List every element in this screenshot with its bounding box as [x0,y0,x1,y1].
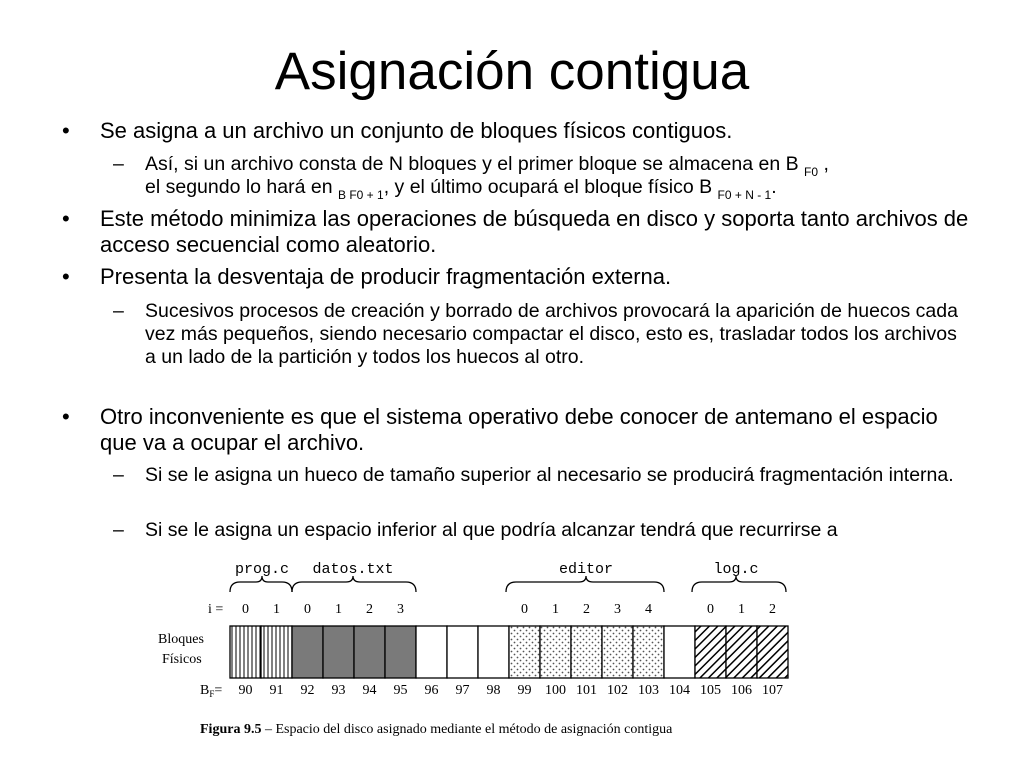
block-number: 107 [762,683,783,698]
block-index: 1 [335,602,342,617]
bullet-3-sub-text: Sucesivos procesos de creación y borrado de archivos provocará la aparición de huecos cada vez más pequeños, siendo necesario compactar el disco, esto es, trasladar todos los archivos a un lado de la partición y todos los huecos al otro. [145,300,958,368]
block-index: 1 [552,602,559,617]
block-index: 0 [242,602,249,617]
sub-text-1: Así, si un archivo consta de N bloques y el primer bloque se almacena en B [145,153,805,175]
block-index: 1 [738,602,745,617]
i-index-row [242,602,776,617]
bullet-4-sub-2-text: Si se le asigna un espacio inferior al que podría alcanzar tendrá que recurrirse a [145,519,838,541]
bullet-marker: • [62,404,70,429]
block-numbers-row [239,683,784,698]
block-number: 95 [393,683,408,698]
bullet-marker: • [62,206,70,231]
bullet-1-sub [113,153,965,202]
file-label-log-c: log.c [713,561,759,578]
disk-block [261,626,292,678]
disk-block [602,626,633,678]
block-number: 105 [700,683,721,698]
brace-datos-txt [292,576,416,592]
row-label-fisicos: Físicos [162,652,202,667]
bullet-4-sub-1 [113,464,965,487]
block-number: 92 [300,683,315,698]
disk-block [695,626,726,678]
slide-title: Asignación contigua [274,42,750,101]
sub-text-5: . [771,176,777,198]
bullet-2-text: Este método minimiza las operaciones de búsqueda en disco y soporta tanto archivos de acceso secuencial como aleatorio. [100,206,969,257]
bullet-4-text: Otro inconveniente es que el sistema operativo debe conocer de antemano el espacio que va a ocupar el archivo. [100,404,938,455]
disk-block [664,626,695,678]
disk-blocks-row [230,626,788,678]
disk-block [354,626,385,678]
disk-block [757,626,788,678]
bullet-3-sub [113,300,965,369]
subscript-f0-plus-n-minus-1: F0 + N - 1 [717,188,772,202]
block-number: 90 [238,683,253,698]
subscript-f0: F0 [804,165,819,179]
dash-marker: – [113,153,124,175]
block-index: 2 [583,602,590,617]
block-number: 99 [517,683,532,698]
disk-block [633,626,664,678]
disk-block [323,626,354,678]
bullet-4-sub-1-text: Si se le asigna un hueco de tamaño superior al necesario se producirá fragmentación interna. [145,464,954,486]
sub-text-2: , [818,153,829,175]
block-number: 100 [545,683,566,698]
block-index: 3 [614,602,621,617]
disk-block [509,626,540,678]
dash-marker: – [113,519,124,541]
disk-block [571,626,602,678]
sub-text-3: el segundo lo hará en [145,176,338,198]
disk-block [447,626,478,678]
block-index: 3 [397,602,404,617]
block-index: 2 [366,602,373,617]
block-index: 0 [521,602,528,617]
block-number: 103 [638,683,659,698]
disk-block [385,626,416,678]
dash-marker: – [113,464,124,486]
bullet-4-sub-2 [113,519,965,551]
bullet-1 [62,118,980,144]
bullet-4 [62,404,980,456]
block-number: 96 [424,683,439,698]
i-label: i = [208,602,224,617]
bullet-marker: • [62,264,70,289]
disk-block [416,626,447,678]
disk-block [540,626,571,678]
block-number: 91 [269,683,284,698]
dash-marker: – [113,300,124,322]
disk-blocks-diagram [150,548,810,748]
block-number: 104 [669,683,690,698]
disk-block [726,626,757,678]
disk-block [292,626,323,678]
disk-block [478,626,509,678]
block-index: 4 [645,602,652,617]
bullet-3 [62,264,980,290]
block-number: 101 [576,683,597,698]
block-index: 0 [707,602,714,617]
block-number: 98 [486,683,501,698]
brace-log-c [692,576,786,592]
disk-block [230,626,261,678]
block-number: 102 [607,683,628,698]
block-number: 93 [331,683,346,698]
block-number: 106 [731,683,752,698]
bullet-3-text: Presenta la desventaja de producir fragmentación externa. [100,264,672,289]
file-label-prog-c: prog.c [234,561,290,578]
figure-contiguous-allocation [150,548,810,748]
bullet-marker: • [62,118,70,143]
bullet-2 [62,206,980,258]
figure-caption: Figura 9.5 – Espacio del disco asignado mediante el método de asignación contigua [200,722,673,737]
block-index: 1 [273,602,280,617]
file-label-datos-txt: datos.txt [312,561,394,578]
block-number: 94 [362,683,377,698]
sub-text-4: , y el último ocupará el bloque físico B [383,176,718,198]
block-number: 97 [455,683,470,698]
bf-label: $B_F=$ [200,683,223,699]
block-index: 2 [769,602,776,617]
brace-prog-c [230,576,292,592]
brace-editor [506,576,664,592]
file-label-editor: editor [558,561,614,578]
bullet-1-text: Se asigna a un archivo un conjunto de bloques físicos contiguos. [100,118,733,143]
block-index: 0 [304,602,311,617]
subscript-f0-plus-1: B F0 + 1 [337,188,384,202]
row-label-bloques: Bloques [158,632,204,647]
